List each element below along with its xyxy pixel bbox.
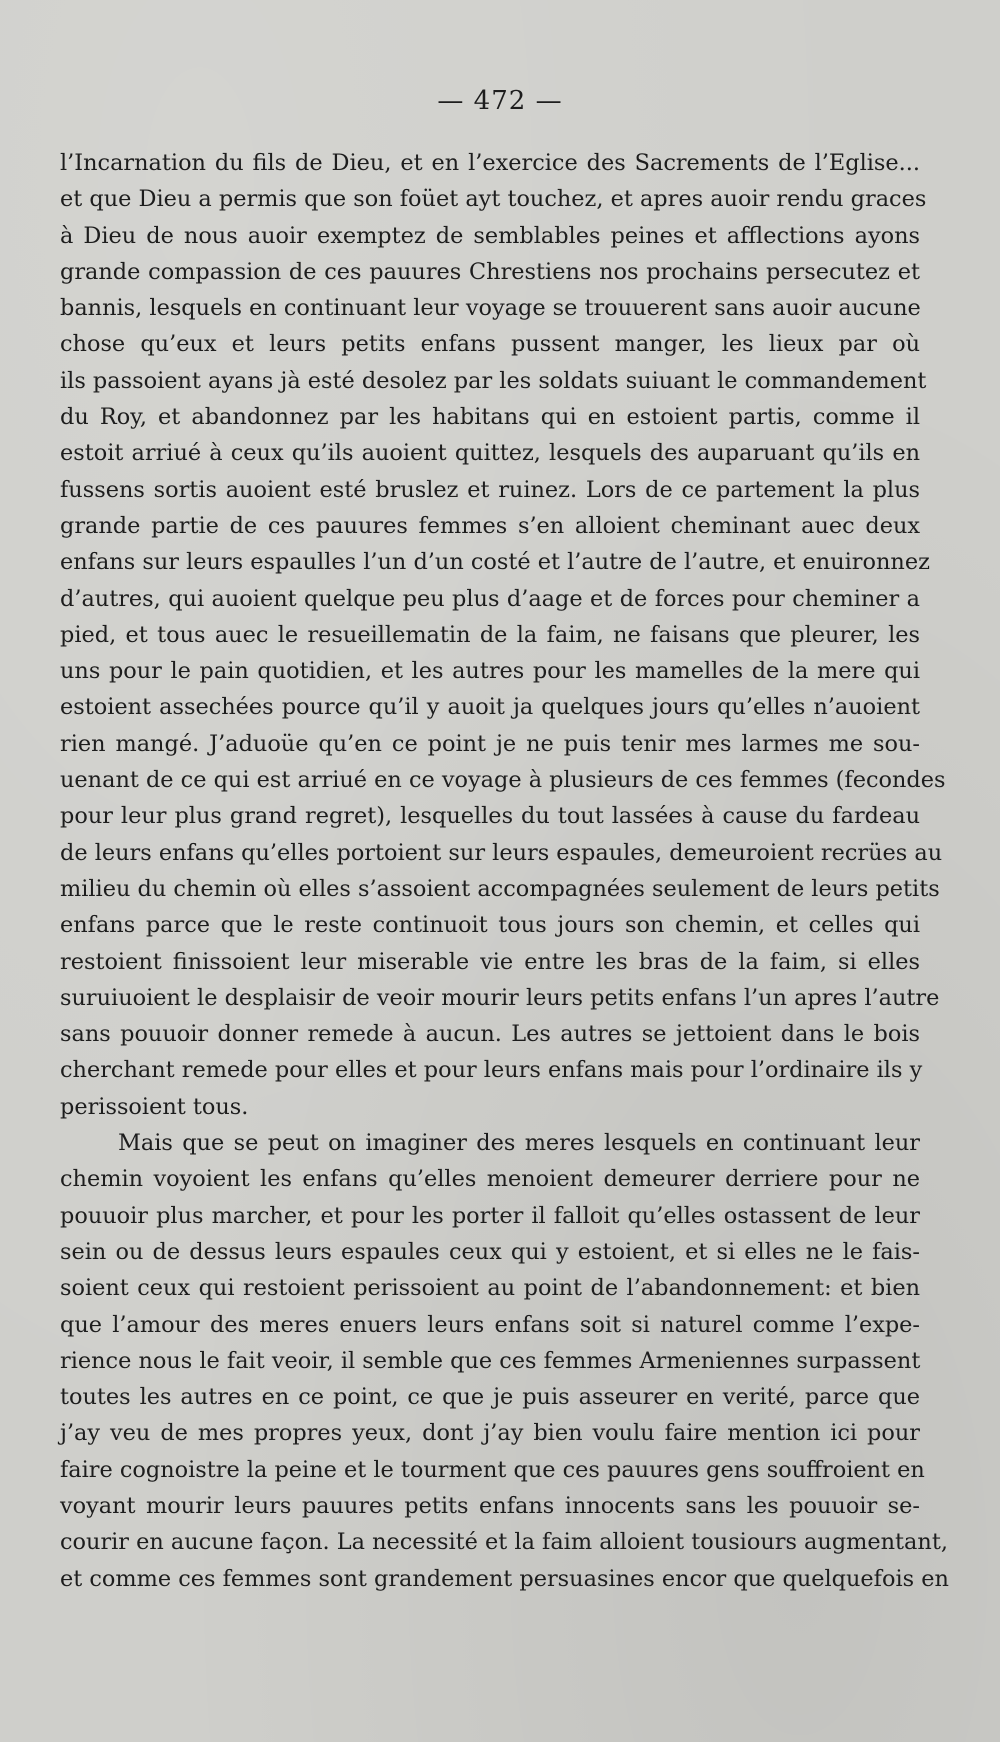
text-line: cherchant remede pour elles et pour leurs enfans mais pour l’ordinaire ils y [60, 1057, 923, 1084]
text-line: j’ay veu de mes propres yeux, dont j’ay bien voulu faire mention ici pour [60, 1420, 920, 1447]
text-line: milieu du chemin où elles s’assoient accompagnées seulement de leurs petits [60, 875, 940, 902]
text-line: toutes les autres en ce point, ce que je puis asseurer en verité, parce que [60, 1384, 920, 1411]
text-line: bannis, lesquels en continuant leur voyage se trouuerent sans auoir aucune [60, 295, 921, 322]
text-line: uenant de ce qui est arriué en ce voyage à plusieurs de ces femmes (fecondes [60, 767, 946, 794]
text-line: pied, et tous auec le resueillematin de la faim, ne faisans que pleurer, les [60, 621, 920, 648]
text-line: et comme ces femmes sont grandement persuasines encor que quelquefois en [60, 1565, 949, 1592]
body-text [60, 145, 949, 1597]
text-line: pour leur plus grand regret), lesquelles du tout lassées à cause du fardeau [60, 803, 920, 830]
text-line: grande compassion de ces pauures Chrestiens nos prochains persecutez et [60, 258, 920, 285]
text-line: d’autres, qui auoient quelque peu plus d’aage et de forces pour cheminer a [60, 585, 920, 612]
text-line: rience nous le fait veoir, il semble que ces femmes Armeniennes surpassent [60, 1347, 921, 1374]
text-line: du Roy, et abandonnez par les habitans qui en estoient partis, comme il [60, 404, 920, 431]
text-line: courir en aucune façon. La necessité et la faim alloient tousiours augmentant, [60, 1529, 948, 1556]
text-line: fussens sortis auoient esté bruslez et ruinez. Lors de ce partement la plus [60, 476, 920, 503]
text-line: suruiuoient le desplaisir de veoir mourir leurs petits enfans l’un apres l’autre [60, 984, 940, 1011]
page-number: — 472 — [437, 86, 563, 116]
text-line: sein ou de dessus leurs espaules ceux qui y estoient, et si elles ne le fais- [60, 1238, 920, 1265]
text-line: ils passoient ayans jà esté desolez par les soldats suiuant le commandement [60, 367, 927, 394]
text-line: sans pouuoir donner remede à aucun. Les autres se jettoient dans le bois [60, 1021, 920, 1048]
text-line: estoient assechées pource qu’il y auoit ja quelques jours qu’elles n’auoient [60, 694, 920, 721]
text-line: faire cognoistre la peine et le tourment que ces pauures gens souffroient en [60, 1456, 925, 1483]
text-line: enfans sur leurs espaulles l’un d’un costé et l’autre de l’autre, et enuironnez [60, 549, 930, 576]
text-line: de leurs enfans qu’elles portoient sur leurs espaules, demeuroient recrües au [60, 839, 943, 866]
text-line: restoient finissoient leur miserable vie entre les bras de la faim, si elles [60, 948, 920, 975]
text-line: à Dieu de nous auoir exemptez de semblables peines et afflections ayons [60, 222, 920, 249]
text-line: estoit arriué à ceux qu’ils auoient quittez, lesquels des auparuant qu’ils en [60, 440, 920, 467]
text-line: perissoient tous. [60, 1093, 249, 1120]
text-line: l’Incarnation du fils de Dieu, et en l’exercice des Sacrements de l’Eglise... [60, 150, 920, 176]
text-line: voyant mourir leurs pauures petits enfans innocents sans les pouuoir se- [60, 1492, 920, 1519]
text-line: pouuoir plus marcher, et pour les porter il falloit qu’elles ostassent de leur [60, 1202, 920, 1229]
text-line: rien mangé. J’aduoüe qu’en ce point je ne puis tenir mes larmes me sou- [60, 730, 920, 757]
text-line: chemin voyoient les enfans qu’elles menoient demeurer derriere pour ne [60, 1166, 920, 1193]
text-line: uns pour le pain quotidien, et les autres pour les mamelles de la mere qui [60, 658, 920, 685]
paragraph [60, 1125, 949, 1597]
text-line: soient ceux qui restoient perissoient au point de l’abandonnement: et bien [60, 1275, 920, 1302]
text-line: grande partie de ces pauures femmes s’en alloient cheminant auec deux [60, 512, 920, 539]
text-line: et que Dieu a permis que son foüet ayt touchez, et apres auoir rendu graces [60, 186, 927, 213]
text-line: enfans parce que le reste continuoit tous jours son chemin, et celles qui [60, 912, 920, 939]
paragraph [60, 145, 946, 1125]
text-line: chose qu’eux et leurs petits enfans pussent manger, les lieux par où [60, 331, 920, 358]
text-line: que l’amour des meres enuers leurs enfans soit si naturel comme l’expe- [60, 1311, 920, 1338]
text-line: Mais que se peut on imaginer des meres lesquels en continuant leur [118, 1130, 920, 1157]
